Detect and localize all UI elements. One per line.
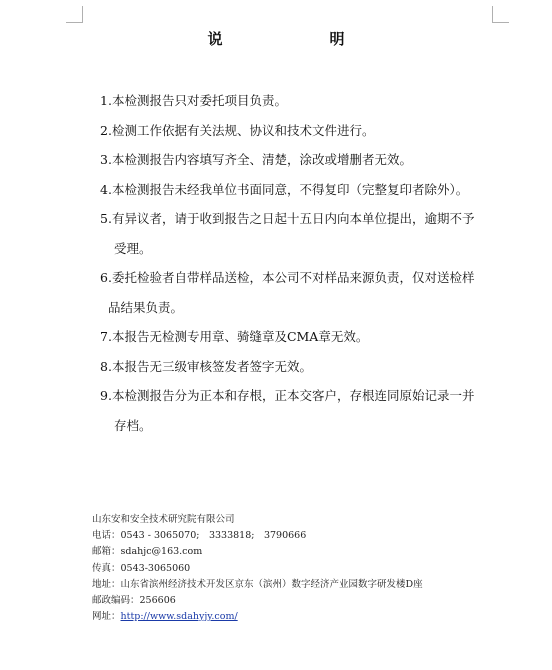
note-number: 4. (100, 181, 112, 197)
page-title: 说 明 (207, 30, 391, 48)
page-corner-mark-right (492, 6, 509, 23)
page-corner-mark-left (66, 6, 83, 23)
note-number: 7. (100, 329, 112, 344)
note-number: 8. (100, 358, 112, 374)
note-number: 2. (100, 122, 112, 138)
note-text: 本检测报告未经我单位书面同意，不得复印（完整复印者除外）。 (111, 181, 469, 197)
note-number: 1. (100, 93, 112, 108)
phone-label: 电话： (92, 530, 121, 542)
note-item-4 (100, 175, 500, 205)
address-row (92, 577, 423, 593)
email-value: sdahjc@163.com (120, 546, 203, 558)
note-item-1 (100, 86, 500, 116)
postcode-label: 邮政编码： (92, 595, 140, 607)
website-link[interactable]: http://www.sdahyjy.com/ (120, 611, 238, 623)
email-label: 邮箱： (92, 546, 121, 558)
note-item-8 (100, 352, 500, 382)
website-row (92, 609, 423, 625)
note-continuation: 品结果负责。 (108, 299, 184, 315)
note-text: 有异议者，请于收到报告之日起十五日内向本单位提出，逾期不予 (111, 211, 475, 226)
phone-row (92, 528, 423, 544)
postcode-value: 256606 (139, 595, 176, 607)
address-value: 山东省滨州经济技术开发区京东（滨州）数字经济产业园数字研发楼D座 (120, 578, 423, 590)
note-item-9 (100, 381, 500, 440)
fax-row (92, 561, 423, 577)
note-item-7 (100, 322, 500, 352)
note-number: 6. (100, 270, 112, 285)
notes-list (100, 86, 500, 440)
phone-value: 0543 - 3065070; 3333818; 3790666 (120, 530, 307, 542)
note-text: 本报告无检测专用章、骑缝章及CMA章无效。 (111, 329, 369, 344)
note-text: 本报告无三级审核签发者签字无效。 (111, 358, 312, 374)
note-text: 检测工作依据有关法规、协议和技术文件进行。 (111, 122, 375, 138)
email-row (92, 544, 423, 560)
fax-value: 0543-3065060 (120, 562, 191, 574)
note-text: 委托检验者自带样品送检，本公司不对样品来源负责，仅对送检样 (111, 270, 475, 285)
note-item-3 (100, 145, 500, 175)
note-text: 本检测报告内容填写齐全、清楚，涂改或增删者无效。 (111, 152, 412, 167)
postcode-row (92, 593, 423, 609)
address-label: 地址： (92, 578, 121, 590)
note-continuation: 受理。 (114, 240, 152, 256)
company-info (92, 512, 423, 625)
note-item-5 (100, 204, 500, 263)
note-number: 9. (100, 388, 112, 403)
company-name: 山东安和安全技术研究院有限公司 (92, 514, 235, 525)
note-continuation: 存档。 (114, 417, 152, 433)
note-number: 5. (100, 211, 112, 226)
note-number: 3. (100, 152, 112, 167)
note-text: 本检测报告分为正本和存根，正本交客户，存根连同原始记录一并 (111, 388, 475, 403)
website-label: 网址： (92, 611, 121, 623)
note-item-2 (100, 116, 500, 146)
fax-label: 传真： (92, 562, 121, 574)
note-text: 本检测报告只对委托项目负责。 (111, 93, 287, 108)
note-item-6 (100, 263, 500, 322)
